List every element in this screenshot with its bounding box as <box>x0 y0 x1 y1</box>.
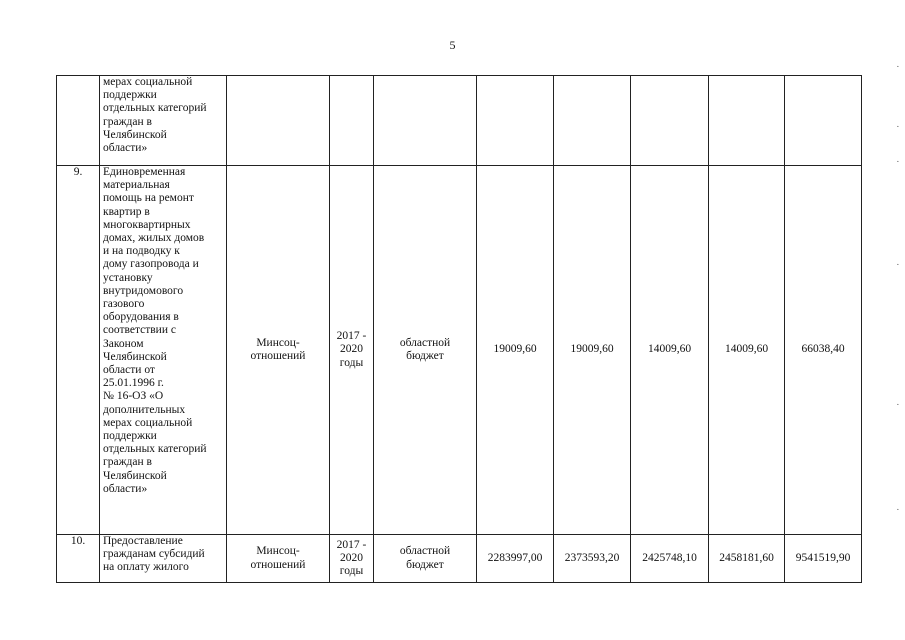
executor-cell: Минсоц- отношений <box>227 166 330 535</box>
margin-mark: . <box>896 59 899 69</box>
amount-2018-cell: 2373593,20 <box>554 535 631 583</box>
description-cell: мерах социальной поддержки отдельных категорий граждан в Челябинской области» <box>100 76 227 166</box>
row-number-cell <box>57 76 100 166</box>
amount-2019-cell <box>631 76 709 166</box>
total-cell: 9541519,90 <box>785 535 862 583</box>
amount-2017-cell <box>477 76 554 166</box>
margin-mark: . <box>896 397 899 407</box>
amount-2017-cell: 2283997,00 <box>477 535 554 583</box>
amount-2019-cell: 2425748,10 <box>631 535 709 583</box>
source-cell <box>374 76 477 166</box>
margin-mark: . <box>896 502 899 512</box>
page-number: 5 <box>449 38 456 52</box>
margin-mark: . <box>896 119 899 129</box>
description-cell: Единовременная материальная помощь на ремонт квартир в многоквартирных домах, жилых домов и на подводку к дому газопровода и установку внутридомового газового оборудования в соответствии с Законом Челябинской области от 25.01.1996 г. № 16-ОЗ «О дополнительных мерах социальной поддержки отдельных категорий граждан в Челябинской области» <box>100 166 227 535</box>
amount-2017-cell: 19009,60 <box>477 166 554 535</box>
total-cell <box>785 76 862 166</box>
row-number-cell: 9. <box>57 166 100 535</box>
margin-mark: . <box>896 154 899 164</box>
table-row-9 <box>57 166 862 535</box>
margin-mark: . <box>896 257 899 267</box>
executor-cell <box>227 76 330 166</box>
amount-2020-cell: 14009,60 <box>709 166 785 535</box>
source-cell: областной бюджет <box>374 166 477 535</box>
executor-cell: Минсоц- отношений <box>227 535 330 583</box>
period-cell <box>330 76 374 166</box>
amount-2019-cell: 14009,60 <box>631 166 709 535</box>
period-cell: 2017 - 2020 годы <box>330 166 374 535</box>
period-cell: 2017 - 2020 годы <box>330 535 374 583</box>
budget-table <box>56 75 862 583</box>
amount-2020-cell: 2458181,60 <box>709 535 785 583</box>
table-row-continuation <box>57 76 862 166</box>
table-row-10 <box>57 535 862 583</box>
description-cell: Предоставление гражданам субсидий на оплату жилого <box>100 535 227 583</box>
amount-2020-cell <box>709 76 785 166</box>
total-cell: 66038,40 <box>785 166 862 535</box>
amount-2018-cell <box>554 76 631 166</box>
source-cell: областной бюджет <box>374 535 477 583</box>
row-number-cell: 10. <box>57 535 100 583</box>
amount-2018-cell: 19009,60 <box>554 166 631 535</box>
